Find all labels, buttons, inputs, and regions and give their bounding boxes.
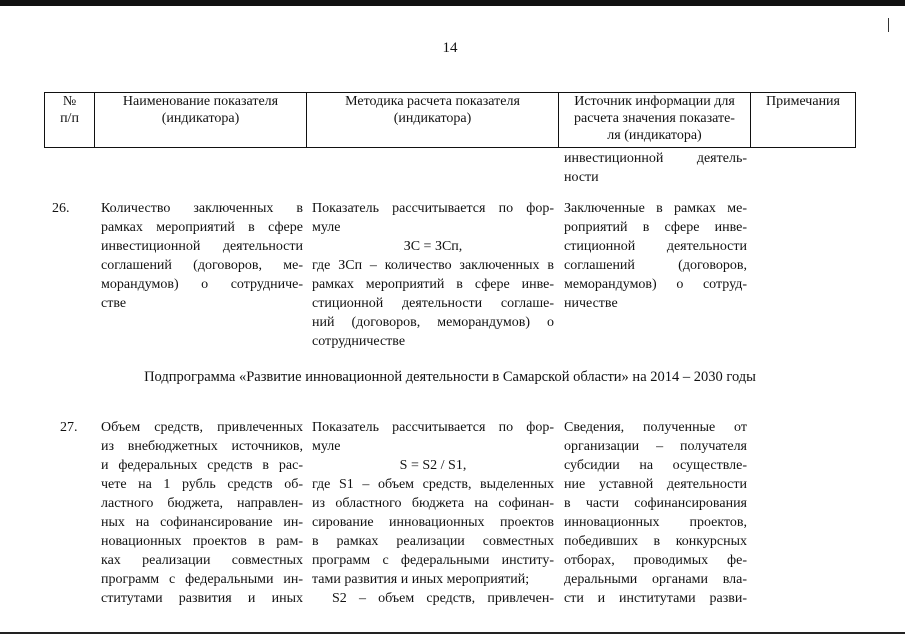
text-line: роприятий в сфере инве-	[564, 220, 747, 235]
text-line: инвестиционной деятельности	[101, 239, 303, 254]
text-line: соглашений (договоров, ме-	[101, 258, 303, 273]
text-line: сти и институтами разви-	[564, 591, 747, 606]
continuation-source	[564, 149, 747, 187]
text-line: новационных проектов в рам-	[101, 534, 303, 549]
text-line: чете на 1 рубль средств об-	[101, 477, 303, 492]
text-line: где S1 – объем средств, выделенных	[312, 477, 554, 492]
text-line: ние уставной деятельности	[564, 477, 747, 492]
text-line: стиционной деятельности соглаше-	[312, 296, 554, 311]
header-text: Источник информации для	[574, 94, 735, 109]
text-line: программ с федеральными ин-	[101, 572, 303, 587]
text-line: в части софинансирования	[564, 496, 747, 511]
text-line: меморандумов) о сотруд-	[564, 277, 747, 292]
text-line: рамках мероприятий в сфере	[101, 220, 303, 235]
header-text: №	[62, 94, 77, 109]
header-text: (индикатора)	[393, 111, 472, 126]
row27-source	[564, 418, 747, 608]
text-line: ничестве	[564, 296, 618, 311]
subprogram-title: Подпрограмма «Развитие инновационной деятельности в Самарской области» на 2014 – 2030 годы	[144, 369, 756, 385]
text-line: стиционной деятельности	[564, 239, 747, 254]
text-line: инновационных проектов,	[564, 515, 747, 530]
text-line: Сведения, полученные от	[564, 420, 747, 435]
text-line: отборах, проводимых фе-	[564, 553, 747, 568]
text-line: в рамках реализации совместных	[312, 534, 554, 549]
col-divider-6	[855, 92, 856, 148]
text-line: Количество заключенных в	[101, 201, 303, 216]
row27-method	[312, 418, 554, 608]
header-col-method	[307, 93, 558, 149]
text-line: тами развития и иных мероприятий;	[312, 572, 530, 587]
text-line: где ЗСп – количество заключенных в	[312, 258, 554, 273]
text-line: ний (договоров, меморандумов) о	[312, 315, 554, 330]
text-line: ститутами развития и иных	[101, 591, 303, 606]
text-line: морандумов) о сотрудниче-	[101, 277, 303, 292]
text-line: инвестиционной деятель-	[564, 151, 747, 166]
page-number: 14	[442, 40, 458, 56]
text-line: победивших в конкурсных	[564, 534, 747, 549]
text-line: ности	[564, 170, 599, 185]
text-line: сирование инновационных проектов	[312, 515, 554, 530]
text-line: субсидии на осуществле-	[564, 458, 747, 473]
row26-source	[564, 199, 747, 313]
text-line: и федеральных средств в рас-	[101, 458, 303, 473]
text-line: Показатель рассчитывается по фор-	[312, 420, 554, 435]
header-text: Методика расчета показателя	[345, 94, 520, 109]
text-line: рамках мероприятий в сфере инве-	[312, 277, 554, 292]
header-col-number	[45, 93, 94, 149]
header-text: (индикатора)	[161, 111, 240, 126]
text-line: муле	[312, 439, 341, 454]
formula: ЗС = ЗСп,	[403, 239, 463, 254]
header-text: п/п	[60, 111, 79, 126]
text-line: Показатель рассчитывается по фор-	[312, 201, 554, 216]
scan-corner-mark	[888, 18, 889, 32]
text-line: ках реализации совместных	[101, 553, 303, 568]
scan-top-border	[0, 0, 905, 6]
row27-name	[101, 418, 303, 608]
text-line: Заключенные в рамках ме-	[564, 201, 747, 216]
text-line: сотрудничестве	[312, 334, 406, 349]
header-col-notes	[751, 93, 855, 149]
scan-bottom-border	[0, 632, 905, 634]
text-line: организации – получателя	[564, 439, 747, 454]
text-line: из областного бюджета на софинан-	[312, 496, 554, 511]
text-line: ных на софинансирование ин-	[101, 515, 303, 530]
header-text: Примечания	[765, 94, 840, 109]
text-line: стве	[101, 296, 127, 311]
row27-number: 27.	[60, 420, 78, 435]
header-text: Наименование показателя	[122, 94, 279, 109]
text-line: программ с федеральными институ-	[312, 553, 554, 568]
text-line: S2 – объем средств, привлечен-	[332, 591, 554, 606]
row26-method	[312, 199, 554, 351]
text-line: из внебюджетных источников,	[101, 439, 303, 454]
row26-name	[101, 199, 303, 313]
header-col-name	[95, 93, 306, 149]
formula: S = S2 / S1,	[399, 458, 467, 473]
header-col-source	[559, 93, 750, 149]
text-line: соглашений (договоров,	[564, 258, 747, 273]
header-text: расчета значения показате-	[574, 111, 735, 126]
text-line: деральными органами вла-	[564, 572, 747, 587]
text-line: ластного бюджета, направлен-	[101, 496, 303, 511]
text-line: Объем средств, привлеченных	[101, 420, 303, 435]
text-line: муле	[312, 220, 341, 235]
row26-number: 26.	[52, 201, 70, 216]
header-text: ля (индикатора)	[607, 128, 702, 143]
